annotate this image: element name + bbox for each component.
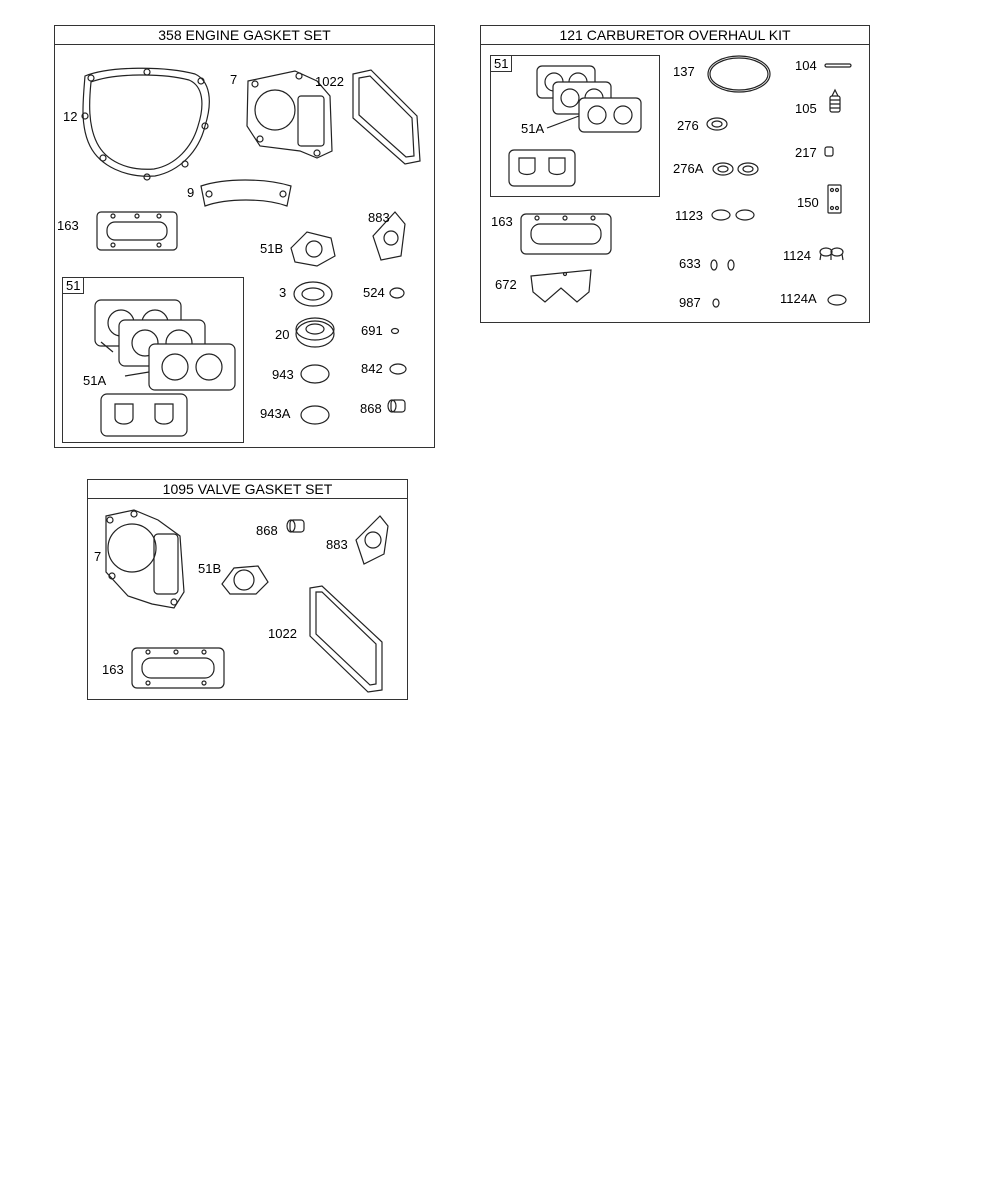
gasket-883: [356, 516, 388, 564]
subassembly-51-box: [490, 55, 660, 197]
bushing-868: [388, 400, 405, 412]
intake-gaskets-drawing: [63, 278, 243, 442]
intake-gaskets-drawing: [491, 56, 659, 196]
callout-163: 163: [491, 214, 513, 229]
carburetor-overhaul-kit-panel: [480, 25, 870, 323]
washer-1123-2: [736, 210, 754, 220]
callout-163: 163: [57, 218, 79, 233]
callout-3: 3: [279, 285, 287, 300]
panel-title: 1095 VALVE GASKET SET: [88, 480, 407, 499]
callout-987: 987: [679, 295, 701, 310]
callout-1123: 1123: [675, 208, 703, 223]
callout-691: 691: [361, 323, 383, 338]
engine-gasket-set-panel: [54, 25, 435, 448]
head-gasket-7: [106, 510, 184, 608]
callout-842: 842: [361, 361, 383, 376]
intake-gasket-51: [509, 150, 575, 186]
callout-217: 217: [795, 145, 817, 160]
gasket-163: [97, 212, 177, 250]
callout-1124A: 1124A: [780, 291, 817, 306]
callout-943A: 943A: [260, 406, 291, 421]
callout-163: 163: [102, 662, 124, 677]
callout-51A: 51A: [521, 121, 545, 136]
washer-276A-1: [713, 163, 733, 175]
part-633-2: [728, 260, 734, 270]
needle-105: [830, 90, 840, 112]
intake-gasket-51: [101, 394, 187, 436]
rocker-cover-gasket-1022: [310, 586, 382, 692]
o-ring-943: [301, 365, 329, 383]
callout-943: 943: [272, 367, 294, 382]
subassembly-tag: 51: [491, 56, 512, 72]
callout-633: 633: [679, 256, 701, 271]
valve-gasket-set-drawing: [88, 480, 407, 699]
callout-51A: 51A: [83, 373, 107, 388]
part-217: [825, 147, 833, 156]
crankcase-gasket-12: [82, 68, 209, 180]
panel-title: 121 CARBURETOR OVERHAUL KIT: [481, 26, 869, 45]
rocker-cover-gasket-1022: [353, 70, 420, 164]
gasket-51B: [291, 232, 335, 266]
callout-672: 672: [495, 277, 517, 292]
callout-868: 868: [256, 523, 278, 538]
ring-842: [390, 364, 406, 374]
part-1124A: [828, 295, 846, 305]
callout-883: 883: [368, 210, 390, 225]
seal-20: [296, 318, 334, 347]
callout-276: 276: [677, 118, 699, 133]
callout-868: 868: [360, 401, 382, 416]
o-ring-137: [708, 56, 770, 92]
subassembly-tag: 51: [63, 278, 84, 294]
gasket-672: [531, 270, 591, 302]
panel-title: 358 ENGINE GASKET SET: [55, 26, 434, 45]
valve-gasket-set-panel: [87, 479, 408, 700]
callout-883: 883: [326, 537, 348, 552]
callout-105: 105: [795, 101, 817, 116]
callout-20: 20: [275, 327, 290, 342]
callout-51B: 51B: [198, 561, 222, 576]
washer-276: [707, 118, 727, 130]
callout-51B: 51B: [260, 241, 284, 256]
callout-1022: 1022: [268, 626, 297, 641]
gasket-163: [132, 648, 224, 688]
callout-137: 137: [673, 64, 695, 79]
subassembly-51-box: [62, 277, 244, 443]
callout-104: 104: [795, 58, 817, 73]
intake-gasket-51A: [95, 300, 235, 390]
seal-3: [294, 282, 332, 306]
callout-150: 150: [797, 195, 819, 210]
callout-12: 12: [63, 109, 78, 124]
part-987: [713, 299, 719, 307]
washer-524: [390, 288, 404, 298]
callout-1124: 1124: [783, 248, 811, 263]
gasket-51B: [222, 566, 268, 594]
bushing-868: [287, 520, 304, 532]
part-633-1: [711, 260, 717, 270]
callout-7: 7: [94, 549, 102, 564]
intake-gasket-51A: [537, 66, 641, 132]
gasket-9: [201, 180, 291, 206]
plate-150: [828, 185, 841, 213]
callout-276A: 276A: [673, 161, 704, 176]
washer-276A-2: [738, 163, 758, 175]
part-691: [392, 329, 399, 334]
pin-104: [825, 64, 851, 67]
washer-1123-1: [712, 210, 730, 220]
callout-9: 9: [187, 185, 195, 200]
part-1124: [820, 248, 843, 260]
gasket-163: [521, 214, 611, 254]
callout-1022: 1022: [315, 74, 344, 89]
callout-7: 7: [230, 72, 238, 87]
o-ring-943A: [301, 406, 329, 424]
callout-524: 524: [363, 285, 385, 300]
